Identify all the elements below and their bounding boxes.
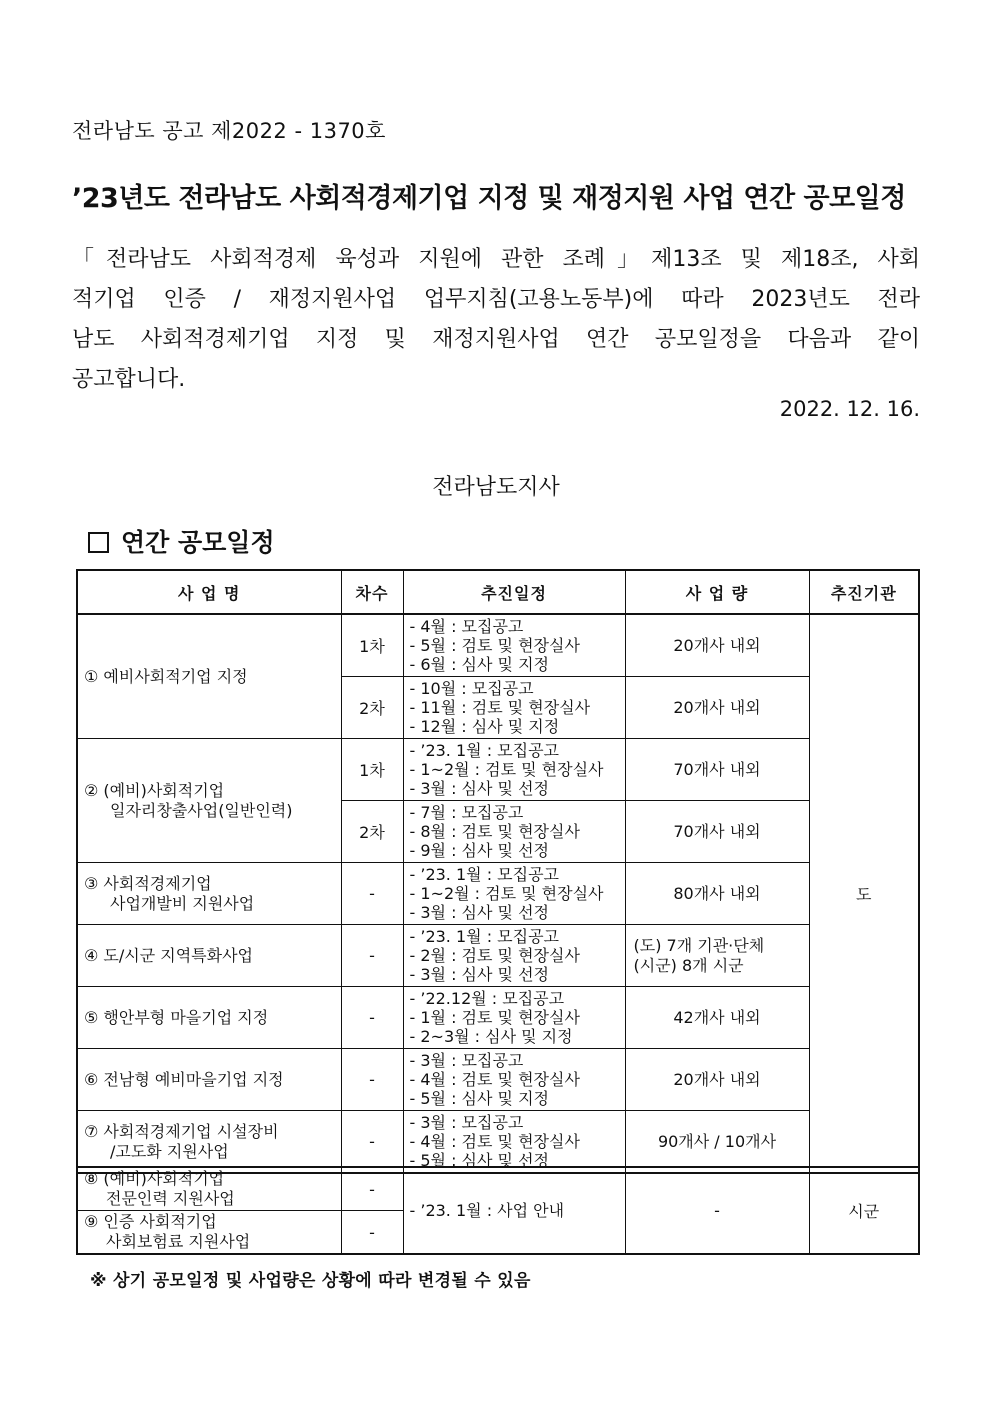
table-row xyxy=(77,1167,919,1211)
schedule-cell: - 10월 : 모집공고 - 11월 : 검토 및 현장실사 - 12월 : 심사 및 지정 xyxy=(403,677,625,739)
issuer: 전라남도지사 xyxy=(432,475,560,500)
round-cell: - xyxy=(341,1049,403,1111)
amount-cell: 20개사 내외 xyxy=(625,677,809,739)
header-program-name: 사 업 명 xyxy=(77,570,341,614)
square-bullet-icon xyxy=(88,532,109,553)
table-row xyxy=(77,739,919,801)
section-title xyxy=(88,523,275,559)
amount-cell: 70개사 내외 xyxy=(625,801,809,863)
table-header-row xyxy=(77,570,919,614)
agency-cell-do: 도 xyxy=(809,614,919,1173)
program-name: ④ 도/시군 지역특화사업 xyxy=(77,925,341,987)
round-cell: 2차 xyxy=(341,677,403,739)
table-row xyxy=(77,1111,919,1174)
amount-cell: 90개사 / 10개사 xyxy=(625,1111,809,1174)
program-name: ⑧ (예비)사회적기업 전문인력 지원사업 xyxy=(77,1167,341,1211)
table-row xyxy=(77,987,919,1049)
table-row xyxy=(77,614,919,677)
schedule-cell: - ’23. 1월 : 사업 안내 xyxy=(403,1167,625,1254)
round-cell: - xyxy=(341,1111,403,1174)
page-title: ’23년도 전라남도 사회적경제기업 지정 및 재정지원 사업 연간 공모일정 xyxy=(72,183,906,214)
program-name: ⑦ 사회적경제기업 시설장비 /고도화 지원사업 xyxy=(77,1111,341,1174)
program-name: ⑤ 행안부형 마을기업 지정 xyxy=(77,987,341,1049)
header-round: 차수 xyxy=(341,570,403,614)
round-cell: - xyxy=(341,1211,403,1255)
announcement-date: 2022. 12. 16. xyxy=(779,397,920,421)
program-name: ② (예비)사회적기업 일자리창출사업(일반인력) xyxy=(77,739,341,863)
amount-cell: 42개사 내외 xyxy=(625,987,809,1049)
agency-cell-sigun: 시군 xyxy=(809,1167,919,1254)
schedule-cell: - 3월 : 모집공고 - 4월 : 검토 및 현장실사 - 5월 : 심사 및 선정 xyxy=(403,1111,625,1174)
schedule-cell: - ’23. 1월 : 모집공고 - 1~2월 : 검토 및 현장실사 - 3월 : 심사 및 선정 xyxy=(403,863,625,925)
program-name: ⑨ 인증 사회적기업 사회보험료 지원사업 xyxy=(77,1211,341,1255)
announcement-body xyxy=(72,240,920,400)
amount-cell: 20개사 내외 xyxy=(625,614,809,677)
program-name: ③ 사회적경제기업 사업개발비 지원사업 xyxy=(77,863,341,925)
notice-number: 전라남도 공고 제2022 - 1370호 xyxy=(72,119,386,143)
header-agency: 추진기관 xyxy=(809,570,919,614)
schedule-cell: - ’22.12월 : 모집공고 - 1월 : 검토 및 현장실사 - 2~3월 : 심사 및 지정 xyxy=(403,987,625,1049)
round-cell: - xyxy=(341,1167,403,1211)
table-row xyxy=(77,1049,919,1111)
table-row xyxy=(77,863,919,925)
schedule-table xyxy=(76,569,920,1174)
header-schedule: 추진일정 xyxy=(403,570,625,614)
table-row xyxy=(77,925,919,987)
schedule-cell: - 3월 : 모집공고 - 4월 : 검토 및 현장실사 - 5월 : 심사 및 지정 xyxy=(403,1049,625,1111)
support-table xyxy=(76,1166,920,1255)
round-cell: - xyxy=(341,925,403,987)
amount-cell: 80개사 내외 xyxy=(625,863,809,925)
schedule-cell: - ’23. 1월 : 모집공고 - 2월 : 검토 및 현장실사 - 3월 : 심사 및 선정 xyxy=(403,925,625,987)
footnote: ※ 상기 공모일정 및 사업량은 상황에 따라 변경될 수 있음 xyxy=(90,1271,531,1291)
schedule-cell: - 4월 : 모집공고 - 5월 : 검토 및 현장실사 - 6월 : 심사 및 지정 xyxy=(403,614,625,677)
schedule-cell: - 7월 : 모집공고 - 8월 : 검토 및 현장실사 - 9월 : 심사 및 선정 xyxy=(403,801,625,863)
round-cell: 1차 xyxy=(341,739,403,801)
amount-cell: (도) 7개 기관·단체 (시군) 8개 시군 xyxy=(625,925,809,987)
body-line: 남도 사회적경제기업 지정 및 재정지원사업 연간 공모일정을 다음과 같이 xyxy=(72,327,920,352)
body-line: 공고합니다. xyxy=(72,367,186,392)
round-cell: - xyxy=(341,987,403,1049)
round-cell: 1차 xyxy=(341,614,403,677)
header-amount: 사 업 량 xyxy=(625,570,809,614)
round-cell: 2차 xyxy=(341,801,403,863)
round-cell: - xyxy=(341,863,403,925)
schedule-cell: - ’23. 1월 : 모집공고 - 1~2월 : 검토 및 현장실사 - 3월 : 심사 및 선정 xyxy=(403,739,625,801)
body-line: 적기업 인증 / 재정지원사업 업무지침(고용노동부)에 따라 2023년도 전라 xyxy=(72,287,920,312)
program-name: ① 예비사회적기업 지정 xyxy=(77,614,341,739)
body-line: 「전라남도 사회적경제 육성과 지원에 관한 조례」제13조 및 제18조, 사회 xyxy=(72,247,920,272)
amount-cell: - xyxy=(625,1167,809,1254)
section-title-text: 연간 공모일정 xyxy=(121,528,275,557)
amount-cell: 70개사 내외 xyxy=(625,739,809,801)
program-name: ⑥ 전남형 예비마을기업 지정 xyxy=(77,1049,341,1111)
amount-cell: 20개사 내외 xyxy=(625,1049,809,1111)
